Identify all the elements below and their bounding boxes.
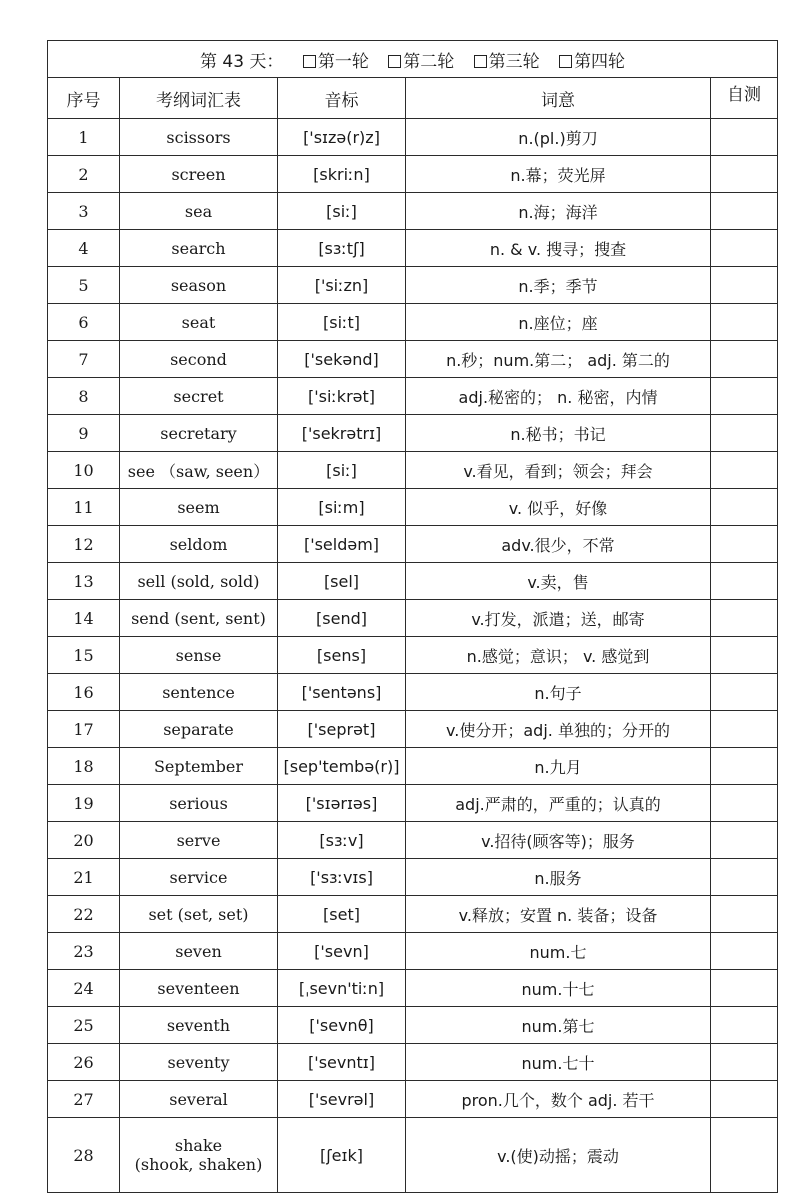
row-number: 2 (48, 156, 120, 193)
self-test-cell[interactable] (711, 822, 778, 859)
round-3 (474, 47, 540, 72)
row-number: 19 (48, 785, 120, 822)
vocab-word: second (120, 341, 278, 378)
phonetic: [sep'tembə(r)] (278, 748, 406, 785)
self-test-cell[interactable] (711, 156, 778, 193)
table-row (48, 970, 778, 1007)
checkbox-round-4[interactable] (559, 55, 572, 68)
row-number: 9 (48, 415, 120, 452)
vocab-word: seldom (120, 526, 278, 563)
phonetic: ['sekənd] (278, 341, 406, 378)
table-row (48, 1044, 778, 1081)
vocab-word: secret (120, 378, 278, 415)
meaning: n.感觉；意识； v. 感觉到 (406, 637, 711, 674)
phonetic: [sens] (278, 637, 406, 674)
phonetic: [sel] (278, 563, 406, 600)
round-2-label: 第二轮 (403, 51, 455, 72)
phonetic: [ʃeɪk] (278, 1118, 406, 1193)
vocab-word (120, 1118, 278, 1193)
vocab-word: September (120, 748, 278, 785)
row-number: 13 (48, 563, 120, 600)
vocab-word: sentence (120, 674, 278, 711)
table-row (48, 748, 778, 785)
phonetic: [send] (278, 600, 406, 637)
table-row (48, 304, 778, 341)
meaning: n.座位；座 (406, 304, 711, 341)
table-row (48, 637, 778, 674)
self-test-cell[interactable] (711, 711, 778, 748)
vocab-word: serve (120, 822, 278, 859)
vocab-word: set (set, set) (120, 896, 278, 933)
row-number: 22 (48, 896, 120, 933)
row-number: 18 (48, 748, 120, 785)
self-test-cell[interactable] (711, 1081, 778, 1118)
row-number: 15 (48, 637, 120, 674)
vocab-word: seven (120, 933, 278, 970)
meaning: n.海；海洋 (406, 193, 711, 230)
vocabulary-sheet (47, 40, 777, 1193)
vocab-word: sense (120, 637, 278, 674)
row-number: 21 (48, 859, 120, 896)
row-number: 28 (48, 1118, 120, 1193)
phonetic: [skriːn] (278, 156, 406, 193)
phonetic: ['siːkrət] (278, 378, 406, 415)
table-row (48, 415, 778, 452)
table-row (48, 341, 778, 378)
meaning: v.卖，售 (406, 563, 711, 600)
checkbox-round-3[interactable] (474, 55, 487, 68)
self-test-cell[interactable] (711, 489, 778, 526)
vocab-word: seventh (120, 1007, 278, 1044)
self-test-cell[interactable] (711, 600, 778, 637)
vocab-word: screen (120, 156, 278, 193)
meaning: v.(使)动摇；震动 (406, 1118, 711, 1193)
self-test-cell[interactable] (711, 378, 778, 415)
round-1 (303, 47, 369, 72)
table-row (48, 267, 778, 304)
phonetic: [siː] (278, 193, 406, 230)
column-header-self-test: 自测 (711, 78, 778, 119)
day-label: 第 43 天： (199, 51, 284, 72)
vocab-word: see （saw, seen） (120, 452, 278, 489)
phonetic: [sɜːv] (278, 822, 406, 859)
table-row (48, 452, 778, 489)
vocab-word: service (120, 859, 278, 896)
table-row (48, 156, 778, 193)
round-4 (559, 47, 625, 72)
row-number: 3 (48, 193, 120, 230)
column-header-row (48, 78, 778, 119)
meaning: n.服务 (406, 859, 711, 896)
vocab-word: seem (120, 489, 278, 526)
vocab-word: send (sent, sent) (120, 600, 278, 637)
meaning: num.十七 (406, 970, 711, 1007)
self-test-cell[interactable] (711, 933, 778, 970)
self-test-cell[interactable] (711, 267, 778, 304)
vocabulary-rows (48, 119, 778, 1193)
self-test-cell[interactable] (711, 563, 778, 600)
meaning: adv.很少，不常 (406, 526, 711, 563)
row-number: 25 (48, 1007, 120, 1044)
phonetic: ['seprət] (278, 711, 406, 748)
self-test-cell[interactable] (711, 193, 778, 230)
row-number: 23 (48, 933, 120, 970)
self-test-cell[interactable] (711, 896, 778, 933)
row-number: 7 (48, 341, 120, 378)
row-number: 5 (48, 267, 120, 304)
self-test-cell[interactable] (711, 970, 778, 1007)
self-test-cell[interactable] (711, 341, 778, 378)
checkbox-round-1[interactable] (303, 55, 316, 68)
row-number: 8 (48, 378, 120, 415)
meaning: v.释放；安置 n. 装备；设备 (406, 896, 711, 933)
table-row (48, 822, 778, 859)
meaning: num.七 (406, 933, 711, 970)
vocab-word: search (120, 230, 278, 267)
row-number: 20 (48, 822, 120, 859)
round-4-label: 第四轮 (574, 51, 626, 72)
day-title-row (48, 41, 778, 78)
phonetic: ['siːzn] (278, 267, 406, 304)
row-number: 11 (48, 489, 120, 526)
self-test-cell[interactable] (711, 1007, 778, 1044)
column-header-meaning: 词意 (406, 78, 711, 119)
phonetic: ['sevn] (278, 933, 406, 970)
phonetic: ['sevntɪ] (278, 1044, 406, 1081)
vocab-word: sea (120, 193, 278, 230)
vocab-word: scissors (120, 119, 278, 156)
self-test-cell[interactable] (711, 452, 778, 489)
phonetic: ['sentəns] (278, 674, 406, 711)
vocab-word: several (120, 1081, 278, 1118)
phonetic: [siː] (278, 452, 406, 489)
table-row (48, 859, 778, 896)
checkbox-round-2[interactable] (388, 55, 401, 68)
table-row (48, 600, 778, 637)
row-number: 10 (48, 452, 120, 489)
vocab-word: seventeen (120, 970, 278, 1007)
table-row (48, 119, 778, 156)
phonetic: [siːm] (278, 489, 406, 526)
meaning: n.幕；荧光屏 (406, 156, 711, 193)
vocab-word: seat (120, 304, 278, 341)
column-header-word: 考纲词汇表 (120, 78, 278, 119)
self-test-cell[interactable] (711, 748, 778, 785)
phonetic: ['seldəm] (278, 526, 406, 563)
vocab-word: season (120, 267, 278, 304)
row-number: 12 (48, 526, 120, 563)
meaning: num.第七 (406, 1007, 711, 1044)
self-test-cell[interactable] (711, 785, 778, 822)
table-row (48, 230, 778, 267)
self-test-cell[interactable] (711, 230, 778, 267)
meaning: v.打发，派遣；送，邮寄 (406, 600, 711, 637)
meaning: n.秘书；书记 (406, 415, 711, 452)
round-1-label: 第一轮 (317, 51, 369, 72)
self-test-cell[interactable] (711, 674, 778, 711)
row-number: 16 (48, 674, 120, 711)
meaning: n.季；季节 (406, 267, 711, 304)
round-3-label: 第三轮 (488, 51, 540, 72)
table-row (48, 563, 778, 600)
table-row (48, 933, 778, 970)
phonetic: ['sevnθ] (278, 1007, 406, 1044)
table-row (48, 674, 778, 711)
row-number: 26 (48, 1044, 120, 1081)
column-header-number: 序号 (48, 78, 120, 119)
row-number: 14 (48, 600, 120, 637)
phonetic: ['sɜːvɪs] (278, 859, 406, 896)
meaning: num.七十 (406, 1044, 711, 1081)
vocab-word: secretary (120, 415, 278, 452)
meaning: n.(pl.)剪刀 (406, 119, 711, 156)
row-number: 1 (48, 119, 120, 156)
table-row (48, 1007, 778, 1044)
vocab-word: separate (120, 711, 278, 748)
vocabulary-table (47, 40, 778, 1193)
table-row (48, 489, 778, 526)
phonetic: ['sɪzə(r)z] (278, 119, 406, 156)
self-test-cell[interactable] (711, 859, 778, 896)
self-test-cell[interactable] (711, 1044, 778, 1081)
row-number: 4 (48, 230, 120, 267)
self-test-cell[interactable] (711, 637, 778, 674)
vocab-word: sell (sold, sold) (120, 563, 278, 600)
meaning: n.秒；num.第二； adj. 第二的 (406, 341, 711, 378)
meaning: n.句子 (406, 674, 711, 711)
vocab-word: serious (120, 785, 278, 822)
meaning: v.看见，看到；领会；拜会 (406, 452, 711, 489)
table-row (48, 1118, 778, 1193)
phonetic: ['sevrəl] (278, 1081, 406, 1118)
table-row (48, 785, 778, 822)
phonetic: [siːt] (278, 304, 406, 341)
row-number: 6 (48, 304, 120, 341)
table-row (48, 526, 778, 563)
table-row (48, 193, 778, 230)
round-2 (388, 47, 454, 72)
phonetic: [sɜːtʃ] (278, 230, 406, 267)
table-row (48, 1081, 778, 1118)
meaning: v.招待(顾客等)；服务 (406, 822, 711, 859)
row-number: 17 (48, 711, 120, 748)
table-row (48, 711, 778, 748)
table-row (48, 896, 778, 933)
meaning: adj.严肃的，严重的；认真的 (406, 785, 711, 822)
table-row (48, 378, 778, 415)
self-test-cell[interactable] (711, 1118, 778, 1193)
self-test-cell[interactable] (711, 526, 778, 563)
meaning: v.使分开；adj. 单独的；分开的 (406, 711, 711, 748)
meaning: n.九月 (406, 748, 711, 785)
self-test-cell[interactable] (711, 119, 778, 156)
meaning: adj.秘密的； n. 秘密，内情 (406, 378, 711, 415)
column-header-phonetic: 音标 (278, 78, 406, 119)
row-number: 24 (48, 970, 120, 1007)
phonetic: [set] (278, 896, 406, 933)
self-test-cell[interactable] (711, 304, 778, 341)
row-number: 27 (48, 1081, 120, 1118)
self-test-cell[interactable] (711, 415, 778, 452)
meaning: v. 似乎，好像 (406, 489, 711, 526)
phonetic: ['sɪərɪəs] (278, 785, 406, 822)
phonetic: [ˌsevn'tiːn] (278, 970, 406, 1007)
vocab-word-forms: (shook, shaken) (134, 1155, 263, 1174)
meaning: n. & v. 搜寻；搜查 (406, 230, 711, 267)
phonetic: ['sekrətrɪ] (278, 415, 406, 452)
vocab-word-line1: shake (174, 1136, 223, 1155)
vocab-word: seventy (120, 1044, 278, 1081)
meaning: pron.几个，数个 adj. 若干 (406, 1081, 711, 1118)
